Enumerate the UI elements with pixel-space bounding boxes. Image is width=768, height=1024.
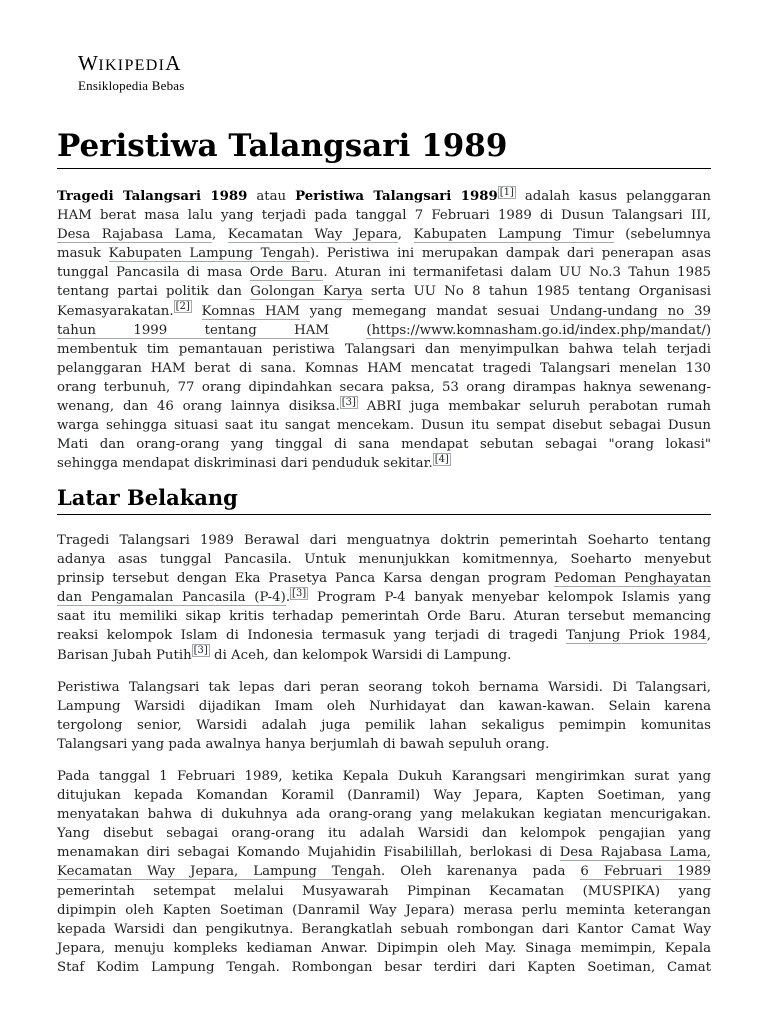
- text-run: [329, 323, 366, 338]
- text-line: [57, 340, 711, 359]
- wiki-link[interactable]: Orde Baru: [249, 265, 324, 281]
- text-run: Yang disebut sebagai orang-orang itu adalah Warsidi dan kelompok pengajian yang: [57, 826, 711, 842]
- text-line: [57, 939, 711, 958]
- text-run: ditujukan kepada Komandan Koramil (Danramil) Way Jepara, Kapten Soetiman, yang: [57, 788, 711, 804]
- text-run: .: [285, 590, 291, 606]
- wiki-link[interactable]: Kabupaten Lampung Timur: [413, 227, 614, 243]
- text-line: [57, 206, 711, 225]
- text-line: [57, 588, 711, 607]
- wiki-link[interactable]: Komnas HAM: [201, 303, 300, 319]
- citation-ref[interactable]: [2]: [175, 301, 190, 313]
- wiki-link[interactable]: Tanjung Priok 1984: [566, 628, 707, 644]
- logo-wordmark: WIKIPEDIA: [78, 51, 181, 75]
- text-run: Kemasyarakatan.: [57, 303, 174, 319]
- text-line: [57, 716, 711, 735]
- wiki-link[interactable]: Kecamatan Way Jepara: [227, 227, 398, 243]
- wikipedia-logo[interactable]: [78, 52, 185, 94]
- text-line: [57, 607, 711, 626]
- latar-paragraph-2: [57, 678, 711, 754]
- text-line: [57, 697, 711, 716]
- text-run: menyatakan bahwa di dukuhnya ada orang-orang yang melakukan kegiatan mencurigakan.: [57, 807, 711, 823]
- wiki-link[interactable]: dan Pengamalan Pancasila (P-4): [57, 590, 286, 606]
- text-run: adanya asas tunggal Pancasila. Untuk menunjukkan komitmennya, Soeharto menyebut: [57, 552, 711, 568]
- text-run: [192, 304, 202, 319]
- wiki-link[interactable]: (https://www.komnasham.go.id/index.php/mandat/): [366, 322, 712, 338]
- text-line: [57, 958, 711, 977]
- text-run: menamakan diri sebagai Komando Mujahidin Fisabilillah, berlokasi di: [57, 845, 560, 861]
- text-run: Pada tanggal 1 Februari 1989, ketika Kepala Dukuh Karangsari mengirimkan surat yang: [57, 769, 711, 784]
- text-run: di Aceh, dan kelompok Warsidi di Lampung.: [209, 647, 512, 663]
- citation-ref[interactable]: [3]: [193, 645, 208, 657]
- text-run: ,: [706, 628, 711, 644]
- text-line: [57, 187, 711, 206]
- text-run: Program P-4 banyak menyebar kelompok Islamis yang: [308, 590, 711, 606]
- text-line: [57, 454, 711, 473]
- bold-term: Tragedi Talangsari 1989: [57, 189, 248, 204]
- text-line: [57, 531, 711, 550]
- text-run: . Aturan ini termanifetasi dalam UU No.3 Tahun 1985: [323, 265, 712, 281]
- text-run: adalah kasus pelanggaran: [515, 189, 711, 204]
- text-run: Lampung Warsidi dijadikan Imam oleh Nurhidayat dan kawan-kawan. Selain karena: [57, 699, 711, 715]
- text-line: [57, 416, 711, 435]
- latar-paragraph-1: [57, 531, 711, 665]
- page-title: Peristiwa Talangsari 1989: [57, 124, 711, 169]
- text-run: reaksi kelompok Islam di Indonesia termasuk yang terjadi di tragedi: [57, 628, 567, 644]
- text-line: [57, 646, 711, 665]
- text-run: tergolong senior, Warsidi adalah juga pemilik lahan sekaligus pemimpin komunitas: [57, 718, 711, 734]
- text-run: (sebelumnya: [613, 227, 711, 243]
- text-line: [57, 435, 711, 454]
- text-run: yang memegang mandat sesuai: [299, 303, 550, 319]
- intro-paragraph: [57, 187, 711, 473]
- text-line: [57, 678, 711, 697]
- text-line: [57, 225, 711, 244]
- text-line: [57, 843, 711, 862]
- text-run: membentuk tim pemantauan peristiwa Talangsari dan menyimpulkan bahwa telah terjadi: [57, 341, 711, 357]
- text-line: [57, 282, 711, 301]
- text-line: [57, 263, 711, 282]
- citation-ref[interactable]: [1]: [499, 186, 514, 198]
- text-line: [57, 920, 711, 939]
- text-line: [57, 786, 711, 805]
- text-run: Mati dan orang-orang yang tinggal di sana mendapat sebutan sebagai "orang lokasi": [57, 437, 711, 453]
- text-run: pemerintah setempat melalui Musyawarah Pimpinan Kecamatan (MUSPIKA) yang: [57, 883, 711, 899]
- text-run: serta UU No 8 tahun 1985 tentang Organisasi: [362, 284, 711, 300]
- text-run: warga sehingga situasi saat itu sangat mencekam. Dusun itu sempat disebut sebagai Dusun: [57, 418, 711, 434]
- wiki-link[interactable]: tahun 1999 tentang HAM: [57, 322, 329, 338]
- text-run: saat itu memiliki sikap kritis terhadap pemerintah Orde Baru. Aturan tersebut memancing: [57, 609, 711, 625]
- citation-ref[interactable]: [3]: [341, 396, 356, 408]
- text-run: HAM berat masa lalu yang terjadi pada tanggal 7 Februari 1989 di Dusun Talangsari III,: [57, 208, 711, 224]
- text-run: atau: [247, 189, 296, 204]
- text-run: ,: [212, 227, 228, 243]
- bold-term: Peristiwa Talangsari 1989: [295, 189, 498, 204]
- text-run: Peristiwa Talangsari tak lepas dari peran seorang tokoh bernama Warsidi. Di Talangsari,: [57, 680, 711, 695]
- wiki-link[interactable]: Desa Rajabasa Lama: [57, 227, 213, 243]
- text-line: [57, 359, 711, 378]
- text-run: orang terbunuh, 77 orang dipindahkan secara paksa, 53 orang dirampas haknya sewenang-: [57, 379, 711, 395]
- text-line: [57, 735, 711, 754]
- text-run: tentang partai politik dan: [57, 284, 251, 300]
- text-run: ABRI juga membakar seluruh perabotan rumah: [357, 399, 711, 415]
- text-run: ,: [397, 227, 414, 243]
- text-line: [57, 378, 711, 397]
- text-line: [57, 626, 711, 645]
- text-run: dipimpin oleh Kapten Soetiman (Danramil Way Jepara) merasa perlu meminta keterangan: [57, 902, 711, 918]
- wiki-link[interactable]: Golongan Karya: [250, 284, 363, 300]
- text-line: [57, 882, 711, 901]
- wiki-link[interactable]: 6 Februari 1989: [580, 864, 711, 880]
- wiki-link[interactable]: Desa Rajabasa Lama,: [559, 845, 711, 861]
- text-run: masuk: [57, 246, 109, 262]
- latar-paragraph-3: [57, 767, 711, 977]
- text-run: pelanggaran HAM berat di sana. Komnas HAM mencatat tragedi Talangsari menelan 130: [57, 360, 711, 376]
- text-run: . Oleh karenanya pada: [381, 864, 581, 880]
- text-run: ). Peristiwa ini merupakan dampak dari penerapan asas: [309, 246, 711, 262]
- text-run: Staf Kodim Lampung Tengah. Rombongan besar terdiri dari Kapten Soetiman, Camat: [57, 959, 711, 975]
- text-line: [57, 244, 711, 263]
- text-line: [57, 805, 711, 824]
- citation-ref[interactable]: [4]: [434, 453, 449, 465]
- text-line: [57, 321, 711, 340]
- text-line: [57, 550, 711, 569]
- logo-tagline: Ensiklopedia Bebas: [78, 78, 185, 93]
- text-line: [57, 862, 711, 881]
- text-run: Barisan Jubah Putih: [57, 647, 192, 663]
- text-line: [57, 767, 711, 786]
- wiki-link[interactable]: Pedoman Penghayatan: [554, 571, 712, 587]
- text-line: [57, 302, 711, 321]
- citation-ref[interactable]: [3]: [292, 587, 307, 599]
- text-run: kepada Warsidi dan pengikutnya. Berangkatlah sebuah rombongan dari Kantor Camat Way: [57, 921, 711, 937]
- text-line: [57, 824, 711, 843]
- wiki-link[interactable]: Kabupaten Lampung Tengah: [108, 246, 310, 262]
- text-run: Tragedi Talangsari 1989 Berawal dari menguatnya doktrin pemerintah Soeharto tentang: [57, 533, 711, 548]
- text-run: sehingga mendapat diskriminasi dari penduduk sekitar.: [57, 456, 433, 472]
- text-line: [57, 397, 711, 416]
- text-run: Jepara, menuju kompleks kediaman Anwar. Dipimpin oleh May. Sinaga memimpin, Kepala: [57, 940, 711, 956]
- text-run: Talangsari yang pada awalnya hanya berjumlah di bawah sepuluh orang.: [57, 737, 550, 753]
- text-run: prinsip tersebut dengan Eka Prasetya Panca Karsa dengan program: [57, 571, 555, 587]
- text-line: [57, 901, 711, 920]
- text-run: tunggal Pancasila di masa: [57, 265, 250, 281]
- section-heading-latar-belakang: Latar Belakang: [57, 482, 711, 515]
- text-line: [57, 569, 711, 588]
- wiki-link[interactable]: Undang-undang no 39: [549, 303, 711, 319]
- text-run: wenang, dan 46 orang lainnya disiksa.: [57, 399, 340, 415]
- wiki-link[interactable]: Kecamatan Way Jepara, Lampung Tengah: [57, 864, 382, 880]
